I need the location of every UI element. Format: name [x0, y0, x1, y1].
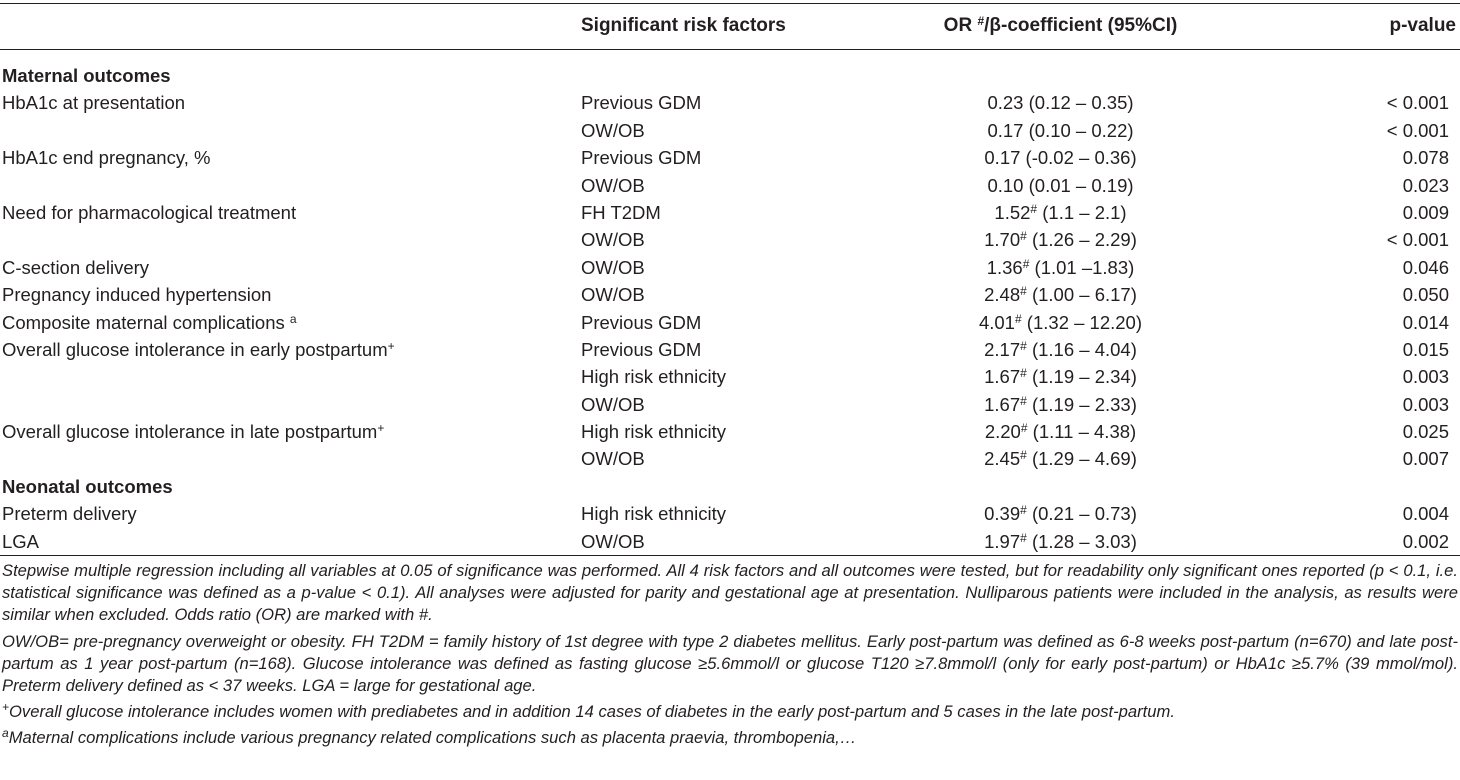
- footnote-plus: [2, 701, 1458, 723]
- p-value-cell: 0.007: [1402, 448, 1449, 470]
- or-coefficient-cell: [900, 172, 1221, 199]
- outcome-cell: [2, 500, 137, 527]
- estimate-value: 1.70: [984, 229, 1021, 251]
- footnote-plus-mark: +: [2, 700, 10, 715]
- section-heading-row: [0, 62, 1460, 89]
- table-row: [0, 418, 1460, 445]
- table-top-rule: [0, 3, 1460, 4]
- p-value-cell: 0.009: [1402, 201, 1449, 223]
- confidence-interval: (1.32 – 12.20): [1021, 311, 1143, 333]
- table-row: [0, 336, 1460, 363]
- p-value-cell: 0.004: [1402, 503, 1449, 525]
- risk-factor-cell: OW/OB: [581, 284, 645, 306]
- section-heading-row: [0, 473, 1460, 500]
- risk-factor-cell: OW/OB: [581, 229, 645, 251]
- risk-factor-cell: OW/OB: [581, 530, 645, 552]
- confidence-interval: (1.28 – 3.03): [1026, 530, 1137, 552]
- estimate-value: 0.39: [984, 503, 1021, 525]
- outcome-text: Overall glucose intolerance in late postpartum: [2, 421, 378, 443]
- p-value-cell: 0.050: [1402, 284, 1449, 306]
- estimate-value: 2.48: [984, 284, 1021, 306]
- outcome-cell: [2, 89, 185, 116]
- risk-factor-cell: FH T2DM: [581, 201, 661, 223]
- table-row: [0, 144, 1460, 171]
- odds-ratio-mark: #: [1020, 530, 1027, 545]
- risk-factor-cell: High risk ethnicity: [581, 421, 726, 443]
- confidence-interval: (1.19 – 2.34): [1026, 366, 1137, 388]
- outcome-footnote-mark: +: [387, 338, 395, 353]
- estimate-value: 1.67: [984, 366, 1021, 388]
- or-coefficient-cell: [900, 309, 1221, 336]
- odds-ratio-mark: #: [1020, 229, 1027, 244]
- confidence-interval: (1.00 – 6.17): [1026, 284, 1137, 306]
- table-row: [0, 528, 1460, 555]
- outcome-cell: [2, 254, 149, 281]
- header-or-suffix: /β-coefficient (95%CI): [984, 15, 1178, 36]
- odds-ratio-mark: #: [1020, 393, 1027, 408]
- or-coefficient-cell: [900, 391, 1221, 418]
- confidence-interval: (1.29 – 4.69): [1026, 448, 1137, 470]
- outcome-text: Preterm delivery: [2, 503, 137, 525]
- outcome-cell: [2, 309, 297, 336]
- estimate-value: 0.17: [987, 119, 1024, 141]
- confidence-interval: (1.01 –1.83): [1029, 256, 1135, 278]
- estimate-value: 2.20: [984, 421, 1021, 443]
- or-coefficient-cell: [900, 336, 1221, 363]
- table-row: [0, 254, 1460, 281]
- or-coefficient-cell: [900, 445, 1221, 472]
- outcome-text: HbA1c at presentation: [2, 92, 186, 114]
- confidence-interval: (1.26 – 2.29): [1026, 229, 1137, 251]
- estimate-value: 2.17: [984, 338, 1021, 360]
- risk-factor-cell: High risk ethnicity: [581, 366, 726, 388]
- p-value-cell: 0.078: [1402, 147, 1449, 169]
- p-value-cell: < 0.001: [1386, 229, 1449, 251]
- risk-factor-cell: Previous GDM: [581, 311, 702, 333]
- section-heading: [2, 473, 173, 500]
- or-coefficient-cell: [900, 281, 1221, 308]
- p-value-cell: 0.025: [1402, 421, 1449, 443]
- confidence-interval: (-0.02 – 0.36): [1020, 147, 1137, 169]
- outcome-footnote-mark: +: [377, 421, 385, 436]
- table-header-rule: [0, 49, 1460, 50]
- outcome-text: Neonatal outcomes: [2, 475, 173, 497]
- p-value-cell: 0.015: [1402, 338, 1449, 360]
- estimate-value: 2.45: [984, 448, 1021, 470]
- outcome-cell: [2, 336, 395, 363]
- table-row: [0, 117, 1460, 144]
- estimate-value: 4.01: [978, 311, 1015, 333]
- outcome-cell: [2, 418, 384, 445]
- table-row: [0, 309, 1460, 336]
- outcome-text: HbA1c end pregnancy, %: [2, 147, 211, 169]
- p-value-cell: 0.003: [1402, 366, 1449, 388]
- odds-ratio-mark: #: [1020, 503, 1027, 518]
- or-coefficient-cell: [900, 226, 1221, 253]
- risk-factor-cell: High risk ethnicity: [581, 503, 726, 525]
- estimate-value: 1.67: [984, 393, 1021, 415]
- odds-ratio-mark: #: [1020, 284, 1027, 299]
- footnote-plus-text: Overall glucose intolerance includes women with prediabetes and in addition 14 cases of diabetes in the early post-partum and 5 cases in the late post-partum.: [9, 702, 1175, 722]
- odds-ratio-mark: #: [1020, 448, 1027, 463]
- or-coefficient-cell: [900, 418, 1221, 445]
- p-value-cell: 0.003: [1402, 393, 1449, 415]
- estimate-value: 1.36: [986, 256, 1023, 278]
- table-footnotes: [2, 560, 1458, 750]
- risk-factor-cell: OW/OB: [581, 174, 645, 196]
- risk-factor-cell: OW/OB: [581, 448, 645, 470]
- table-row: [0, 89, 1460, 116]
- footnote-a-mark: a: [2, 726, 9, 741]
- outcome-text: C-section delivery: [2, 256, 150, 278]
- outcome-footnote-mark: a: [289, 311, 297, 326]
- risk-factor-cell: OW/OB: [581, 256, 645, 278]
- or-coefficient-cell: [900, 117, 1221, 144]
- risk-factor-cell: Previous GDM: [581, 147, 702, 169]
- table-bottom-rule: [0, 555, 1460, 556]
- table-row: [0, 199, 1460, 226]
- or-coefficient-cell: [900, 144, 1221, 171]
- odds-ratio-mark: #: [1022, 256, 1030, 271]
- estimate-value: 0.10: [987, 174, 1024, 196]
- table-row: [0, 226, 1460, 253]
- p-value-cell: 0.002: [1402, 530, 1449, 552]
- outcome-cell: [2, 281, 271, 308]
- footnote-a: [2, 727, 1458, 749]
- confidence-interval: (0.10 – 0.22): [1023, 119, 1134, 141]
- odds-ratio-mark: #: [1020, 421, 1028, 436]
- odds-ratio-mark: #: [1014, 311, 1022, 326]
- risk-factor-cell: OW/OB: [581, 393, 645, 415]
- outcome-text: LGA: [2, 530, 40, 552]
- risk-factor-cell: Previous GDM: [581, 338, 702, 360]
- risk-factor-cell: Previous GDM: [581, 92, 702, 114]
- table-row: [0, 281, 1460, 308]
- confidence-interval: (0.12 – 0.35): [1023, 92, 1134, 114]
- table-row: [0, 500, 1460, 527]
- confidence-interval: (1.16 – 4.04): [1026, 338, 1137, 360]
- estimate-value: 0.17: [984, 147, 1021, 169]
- table-row: [0, 445, 1460, 472]
- risk-factor-cell: OW/OB: [581, 119, 645, 141]
- footnote-regression: Stepwise multiple regression including all variables at 0.05 of significance was performed. All 4 risk factors and all outcomes were tested, but for readability only significant ones reported (p < 0.1, i.e. statistical significance was defined as a p-value < 0.1). All analyses were adjusted for parity and gestational age at presentation. Nulliparous patients were included in the analysis, as results were similar when excluded. Odds ratio (OR) are marked with #.: [2, 561, 1458, 625]
- p-value-cell: 0.014: [1402, 311, 1449, 333]
- estimate-value: 1.97: [984, 530, 1021, 552]
- or-coefficient-cell: [900, 254, 1221, 281]
- table-row: [0, 391, 1460, 418]
- outcome-text: Need for pharmacological treatment: [2, 201, 297, 223]
- header-p-value: p-value: [1389, 15, 1456, 36]
- header-or-coefficient: [900, 15, 1221, 37]
- header-or-prefix: OR: [943, 15, 978, 36]
- estimate-value: 0.23: [987, 92, 1024, 114]
- outcome-cell: [2, 144, 210, 171]
- table-row: [0, 172, 1460, 199]
- odds-ratio-mark: #: [1030, 201, 1038, 216]
- odds-ratio-mark: #: [1020, 338, 1027, 353]
- p-value-cell: 0.046: [1402, 256, 1449, 278]
- outcome-text: Maternal outcomes: [2, 65, 171, 86]
- confidence-interval: (0.01 – 0.19): [1023, 174, 1134, 196]
- or-coefficient-cell: [900, 199, 1221, 226]
- estimate-value: 1.52: [994, 201, 1031, 223]
- section-heading: [2, 62, 171, 89]
- or-coefficient-cell: [900, 528, 1221, 555]
- outcome-text: Composite maternal complications: [2, 311, 290, 333]
- confidence-interval: (1.1 – 2.1): [1037, 201, 1127, 223]
- table-row: [0, 363, 1460, 390]
- table-body: [0, 62, 1460, 555]
- confidence-interval: (1.11 – 4.38): [1027, 421, 1137, 443]
- or-coefficient-cell: [900, 500, 1221, 527]
- confidence-interval: (0.21 – 0.73): [1026, 503, 1137, 525]
- outcome-cell: [2, 199, 296, 226]
- footnote-definitions: OW/OB= pre-pregnancy overweight or obesity. FH T2DM = family history of 1st degree with type 2 diabetes mellitus. Early post-partum was defined as 6-8 weeks post-partum (n=670) and late post-partum as 1 year post-partum (n=168). Glucose intolerance was defined as fasting glucose ≥5.6mmol/l or glucose T120 ≥7.8mmol/l (only for early post-partum) or HbA1c ≥5.7% (39 mmol/mol). Preterm delivery defined as < 37 weeks. LGA = large for gestational age.: [2, 631, 1458, 696]
- confidence-interval: (1.19 – 2.33): [1026, 393, 1137, 415]
- header-risk-factors: Significant risk factors: [581, 15, 786, 36]
- p-value-cell: < 0.001: [1386, 119, 1449, 141]
- odds-ratio-mark: #: [1020, 366, 1027, 381]
- or-coefficient-cell: [900, 363, 1221, 390]
- p-value-cell: < 0.001: [1386, 92, 1449, 114]
- outcome-cell: [2, 528, 39, 555]
- outcome-text: Pregnancy induced hypertension: [2, 284, 272, 306]
- p-value-cell: 0.023: [1402, 174, 1449, 196]
- outcome-text: Overall glucose intolerance in early postpartum: [2, 338, 388, 360]
- footnote-a-text: Maternal complications include various pregnancy related complications such as placenta praevia, thrombopenia,…: [8, 728, 857, 748]
- header-or-mark: #: [977, 14, 985, 28]
- or-coefficient-cell: [900, 89, 1221, 116]
